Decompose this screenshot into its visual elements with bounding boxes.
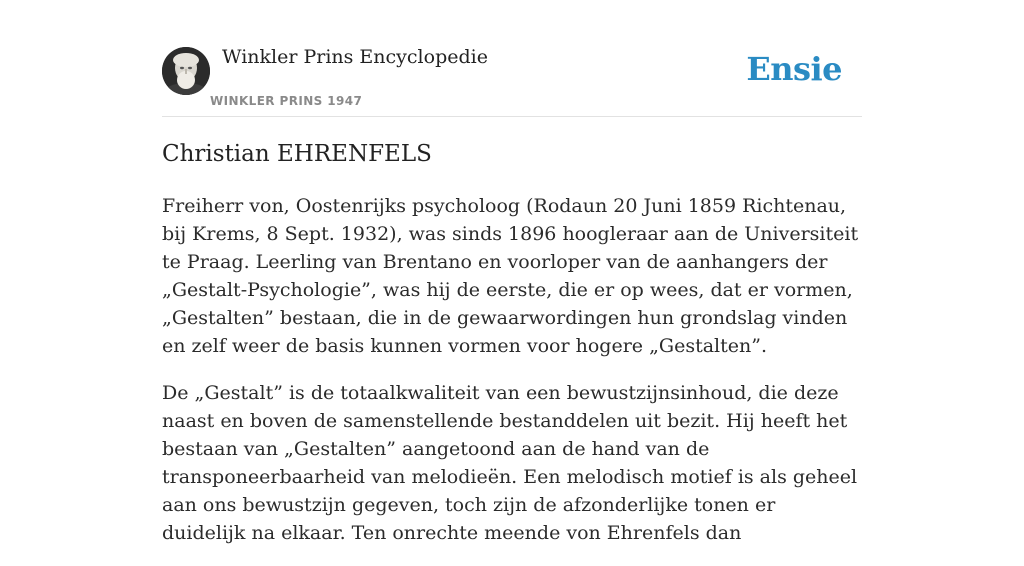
- page: [162, 0, 862, 544]
- article-paragraph: De „Gestalt” is de totaalkwaliteit van een bewustzijnsinhoud, die deze naast en boven de samenstellende bestanddelen uit bezit. Hij heeft het bestaan van „Gestalten” aangetoond aan de hand van de transponeerbaarheid van melodieën. Een melodisch motief is als geheel aan ons bewustzijn gegeven, toch zijn de afzonderlijke tonen er duidelijk na elkaar. Ten onrechte meende von Ehrenfels dan: [162, 382, 858, 544]
- article-paragraph: Freiherr von, Oostenrijks psycholoog (Rodaun 20 Juni 1859 Richtenau, bij Krems, 8 Sept. 1932), was sinds 1896 hoogleraar aan de Universiteit te Praag. Leerling van Brentano en voorloper van de aanhangers der „Gestalt-Psychologie”, was hij de eerste, die er op wees, dat er vormen, „Gestalten” bestaan, die in de gewaarwordingen hun grondslag vinden en zelf weer de basis kunnen vormen voor hogere „Gestalten”.: [162, 195, 859, 357]
- brand-logo[interactable]: Ensie: [746, 50, 842, 88]
- avatar[interactable]: [162, 47, 210, 95]
- portrait-photo-icon: [162, 47, 210, 95]
- header: [162, 0, 862, 117]
- site-title[interactable]: Winkler Prins Encyclopedie: [222, 46, 488, 68]
- article-body: [162, 192, 862, 566]
- article-title: Christian EHRENFELS: [162, 141, 432, 167]
- edition-label[interactable]: WINKLER PRINS 1947: [210, 94, 363, 108]
